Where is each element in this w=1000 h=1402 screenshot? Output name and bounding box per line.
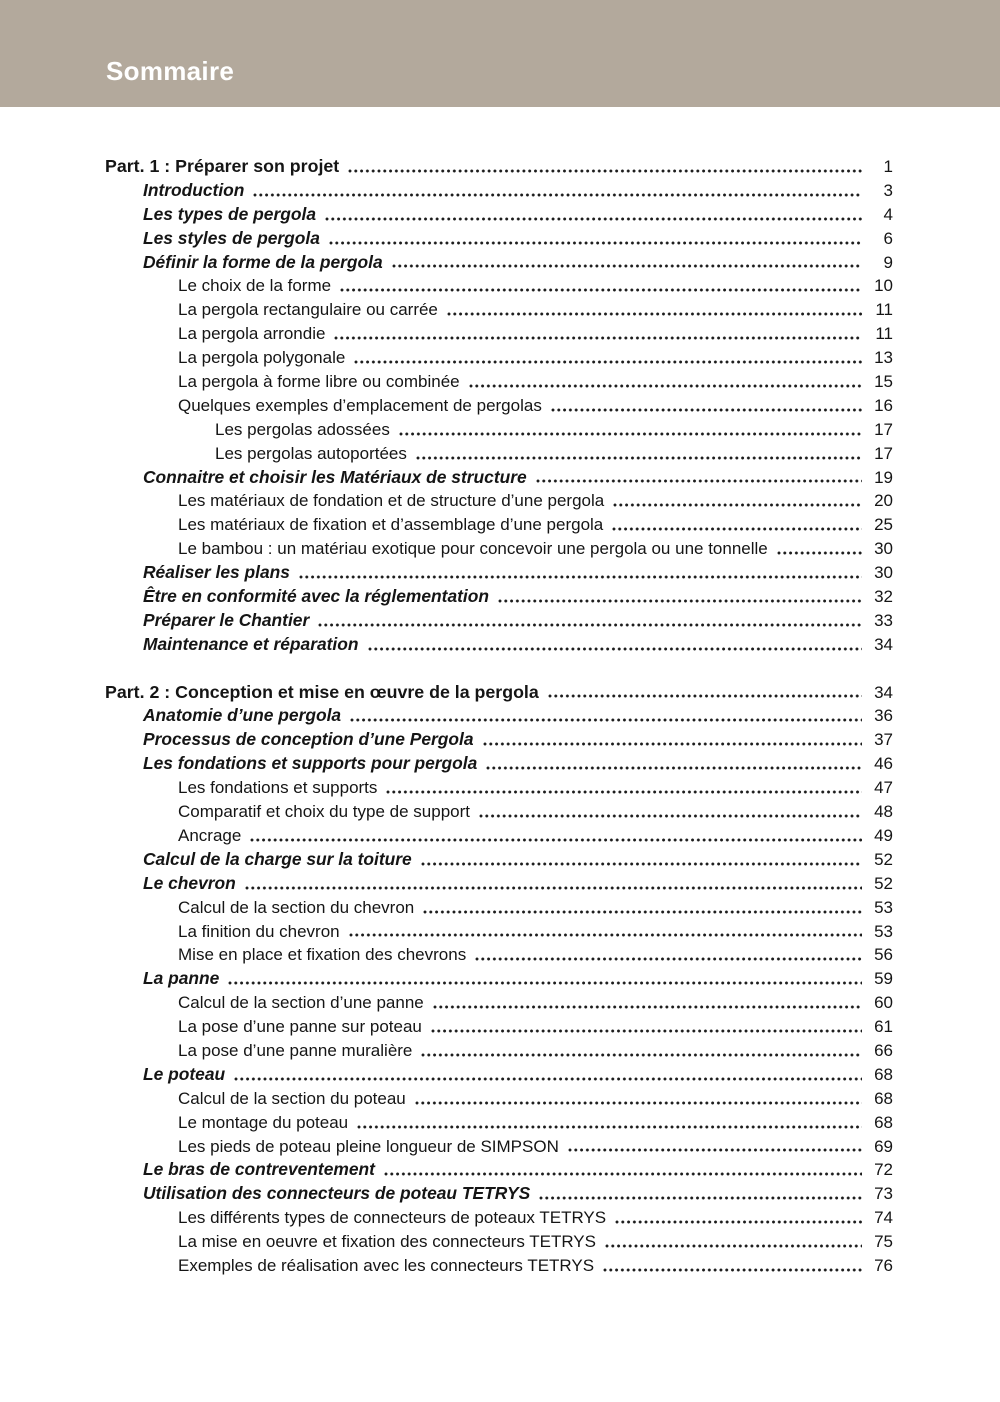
page-title: Sommaire [106,56,235,86]
entry-label: Les différents types de connecteurs de poteaux TETRYS [178,1208,607,1228]
toc-entry [0,537,893,561]
entry-page-number: 33 [874,610,893,630]
entry-label: Les types de pergola [143,203,316,224]
entry-page-number: 4 [883,204,893,224]
entry-page-number: 10 [874,276,893,296]
entry-label: Calcul de la charge sur la toiture [143,848,412,869]
entry-page-number: 9 [883,252,893,272]
toc-entry [0,513,893,537]
entry-page-number: 68 [874,1112,893,1132]
toc-entry [0,346,893,370]
toc-entry [0,370,893,394]
toc-entry [0,1039,893,1063]
entry-page-number: 3 [883,180,893,200]
entry-label: Utilisation des connecteurs de poteau TETRYS [143,1183,531,1204]
toc-entry [0,179,893,203]
toc-entry [0,274,893,298]
dot-leader [548,694,862,698]
entry-page-number: 73 [874,1184,893,1204]
toc-entry [0,251,893,275]
entry-label: La pose d’une panne sur poteau [178,1017,422,1037]
entry-label: Quelques exemples d’emplacement de pergolas [178,395,542,415]
entry-page-number: 11 [875,324,893,344]
toc-entry [0,1087,893,1111]
entry-page-number: 30 [874,563,893,583]
entry-label: La pergola rectangulaire ou carrée [178,300,438,320]
toc-entry [0,776,893,800]
toc-entry [0,442,893,466]
entry-label: La pergola arrondie [178,324,326,344]
entry-page-number: 13 [874,348,893,368]
entry-page-number: 52 [874,849,893,869]
dot-leader [329,241,862,245]
dot-leader [350,718,862,722]
entry-page-number: 72 [874,1160,893,1180]
dot-leader [392,264,862,268]
toc-entry [0,991,893,1015]
entry-page-number: 11 [875,300,893,320]
toc-entry [0,489,893,513]
toc-entry [0,155,893,179]
entry-page-number: 66 [874,1040,893,1060]
dot-leader [568,1148,862,1152]
toc-entry [0,1015,893,1039]
entry-page-number: 15 [874,372,893,392]
toc-entry [0,704,893,728]
entry-label: Ancrage [178,825,242,845]
entry-page-number: 20 [874,491,893,511]
dot-leader [349,933,862,937]
toc-entry [0,943,893,967]
entry-page-number: 60 [874,993,893,1013]
entry-page-number: 34 [874,682,893,702]
toc-entry [0,896,893,920]
entry-label: Processus de conception d’une Pergola [143,729,474,750]
entry-label: Le bras de contreventement [143,1159,375,1180]
toc-entry [0,203,893,227]
entry-page-number: 36 [874,706,893,726]
toc-entry [0,800,893,824]
entry-label: Part. 2 : Conception et mise en œuvre de la pergola [105,681,539,702]
dot-leader [386,790,862,794]
entry-label: La finition du chevron [178,921,340,941]
entry-label: Anatomie d’une pergola [143,705,342,726]
toc-entry [0,752,893,776]
entry-label: Calcul de la section du chevron [178,897,415,917]
entry-label: La pergola polygonale [178,348,346,368]
toc-entry [0,1254,893,1278]
entry-label: Les fondations et supports [178,778,378,798]
dot-leader [539,1196,862,1200]
entry-label: Maintenance et réparation [143,633,359,654]
entry-page-number: 53 [874,921,893,941]
entry-label: Les fondations et supports pour pergola [143,753,478,774]
entry-label: Les pieds de poteau pleine longueur de SIMPSON [178,1136,559,1156]
dot-leader [605,1244,862,1248]
entry-label: Introduction [143,179,245,200]
dot-leader [234,1077,862,1081]
entry-page-number: 59 [874,969,893,989]
dot-leader [469,384,862,388]
dot-leader [357,1125,862,1129]
dot-leader [536,479,862,483]
dot-leader [250,838,862,842]
toc-entry [0,609,893,633]
entry-label: Le choix de la forme [178,276,332,296]
toc-entry [0,824,893,848]
dot-leader [777,551,862,555]
header-band [0,0,1000,107]
dot-leader [299,575,862,579]
entry-page-number: 25 [874,515,893,535]
dot-leader [421,862,862,866]
entry-page-number: 68 [874,1088,893,1108]
entry-page-number: 68 [874,1064,893,1084]
entry-label: Les styles de pergola [143,227,320,248]
dot-leader [613,503,862,507]
toc-entry [0,728,893,752]
entry-label: Définir la forme de la pergola [143,251,383,272]
entry-label: Les pergolas autoportées [215,443,407,463]
entry-page-number: 16 [874,395,893,415]
dot-leader [318,623,862,627]
entry-page-number: 6 [883,228,893,248]
toc-entry [0,1230,893,1254]
entry-page-number: 19 [874,467,893,487]
entry-page-number: 37 [874,730,893,750]
entry-label: Calcul de la section du poteau [178,1088,406,1108]
dot-leader [423,910,862,914]
dot-leader [399,432,862,436]
entry-page-number: 17 [874,419,893,439]
dot-leader [475,957,862,961]
entry-label: La mise en oeuvre et fixation des connecteurs TETRYS [178,1232,596,1252]
entry-page-number: 49 [874,825,893,845]
entry-page-number: 47 [874,778,893,798]
toc-entry [0,561,893,585]
entry-page-number: 52 [874,873,893,893]
entry-page-number: 53 [874,897,893,917]
toc-entry [0,227,893,251]
toc-entry [0,298,893,322]
toc-entry [0,1206,893,1230]
dot-leader [603,1268,862,1272]
entry-page-number: 32 [874,587,893,607]
dot-leader [479,814,862,818]
toc-entry [0,1182,893,1206]
dot-leader [433,1005,862,1009]
entry-page-number: 30 [874,539,893,559]
entry-page-number: 69 [874,1136,893,1156]
entry-label: Comparatif et choix du type de support [178,802,470,822]
toc-entry [0,1063,893,1087]
entry-label: Les matériaux de fixation et d’assemblage d’une pergola [178,515,604,535]
dot-leader [615,1220,862,1224]
dot-leader [354,360,862,364]
toc-entry [0,848,893,872]
toc-entry [0,394,893,418]
dot-leader [551,408,862,412]
dot-leader [498,599,862,603]
dot-leader [447,312,862,316]
dot-leader [253,193,862,197]
toc-entry [0,920,893,944]
dot-leader [416,456,862,460]
entry-label: Les pergolas adossées [215,419,390,439]
entry-page-number: 46 [874,754,893,774]
entry-label: La pose d’une panne muralière [178,1040,413,1060]
entry-label: Part. 1 : Préparer son projet [105,156,340,176]
dot-leader [415,1101,862,1105]
entry-page-number: 75 [874,1232,893,1252]
entry-page-number: 48 [874,802,893,822]
entry-label: Exemples de réalisation avec les connecteurs TETRYS [178,1255,595,1275]
dot-leader [483,742,862,746]
dot-leader [228,981,862,985]
toc-spacer [0,657,893,681]
entry-label: Le poteau [143,1063,226,1084]
toc [0,155,1000,1278]
toc-entry [0,633,893,657]
dot-leader [612,527,862,531]
toc-entry [0,1135,893,1159]
entry-label: Calcul de la section d’une panne [178,993,424,1013]
toc-entry [0,1111,893,1135]
entry-label: Mise en place et fixation des chevrons [178,945,467,965]
entry-label: La panne [143,968,220,989]
entry-label: Le chevron [143,872,236,893]
entry-page-number: 34 [874,634,893,654]
dot-leader [431,1029,862,1033]
dot-leader [325,217,862,221]
entry-page-number: 76 [874,1255,893,1275]
toc-entry [0,681,893,705]
dot-leader [368,647,862,651]
entry-page-number: 1 [883,157,893,176]
toc-entry [0,322,893,346]
dot-leader [421,1053,862,1057]
entry-label: La pergola à forme libre ou combinée [178,372,460,392]
entry-label: Être en conformité avec la réglementation [143,586,489,607]
entry-label: Réaliser les plans [143,562,290,583]
entry-label: Préparer le Chantier [143,609,310,630]
dot-leader [348,169,862,173]
toc-entry [0,418,893,442]
dot-leader [384,1172,862,1176]
dot-leader [340,288,862,292]
entry-label: Les matériaux de fondation et de structure d’une pergola [178,491,605,511]
dot-leader [486,766,862,770]
toc-entry [0,872,893,896]
entry-label: Le bambou : un matériau exotique pour concevoir une pergola ou une tonnelle [178,539,768,559]
entry-page-number: 17 [874,443,893,463]
entry-page-number: 56 [874,945,893,965]
entry-page-number: 74 [874,1208,893,1228]
entry-label: Connaitre et choisir les Matériaux de structure [143,466,527,487]
dot-leader [245,886,862,890]
entry-label: Le montage du poteau [178,1112,349,1132]
dot-leader [334,336,862,340]
toc-entry [0,585,893,609]
toc-entry [0,967,893,991]
entry-page-number: 61 [874,1017,893,1037]
toc-entry [0,466,893,490]
toc-entry [0,1158,893,1182]
